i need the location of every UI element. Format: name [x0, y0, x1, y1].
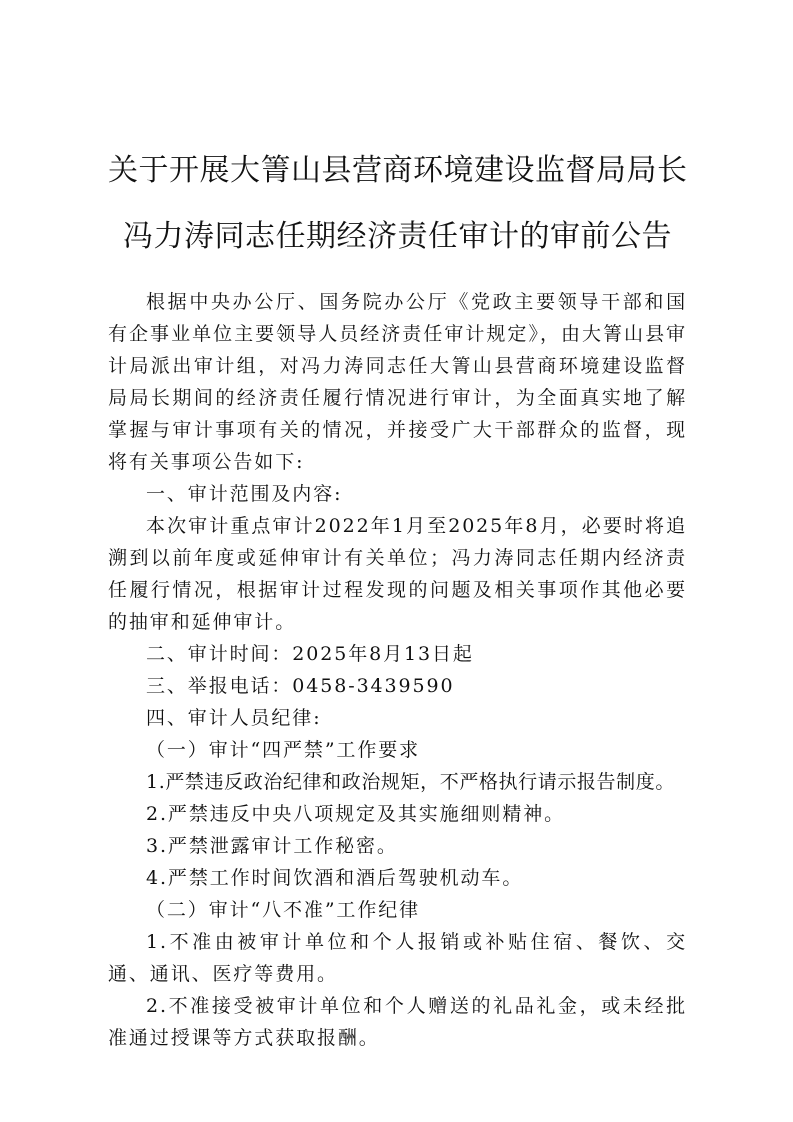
subsection-heading-eight-rules: （二）审计“八不准”工作纪律 [146, 899, 421, 921]
document-body [108, 286, 687, 1054]
section-heading-time: 二、审计时间：2025年8月13日起 [146, 643, 474, 665]
list-item: 1.不准由被审计单位和个人报销或补贴住宿、餐饮、交通、通讯、医疗等费用。 [108, 931, 687, 985]
list-item: 4.严禁工作时间饮酒和酒后驾驶机动车。 [146, 867, 524, 889]
document-title-line-1: 关于开展大箐山县营商环境建设监督局局长 [108, 153, 688, 188]
subsection-heading-four-prohibitions: （一）审计“四严禁”工作要求 [146, 739, 421, 761]
list-item: 1.严禁违反政治纪律和政治规矩，不严格执行请示报告制度。 [146, 771, 675, 793]
list-item: 2.严禁违反中央八项规定及其实施细则精神。 [146, 803, 566, 825]
section-heading-discipline: 四、审计人员纪律: [146, 707, 322, 729]
list-item: 3.严禁泄露审计工作秘密。 [146, 835, 398, 857]
document-title-line-2: 冯力涛同志任期经济责任审计的审前公告 [123, 219, 672, 254]
section-heading-phone: 三、举报电话：0458-3439590 [146, 675, 455, 697]
section-heading-scope: 一、审计范围及内容: [146, 483, 343, 505]
list-item: 2.不准接受被审计单位和个人赠送的礼品礼金，或未经批准通过授课等方式获取报酬。 [108, 995, 687, 1049]
intro-paragraph: 根据中央办公厅、国务院办公厅《党政主要领导干部和国有企事业单位主要领导人员经济责任审计规定》，由大箐山县审计局派出审计组，对冯力涛同志任大箐山县营商环境建设监督局局长期间的经济责任履行情况进行审计，为全面真实地了解掌握与审计事项有关的情况，并接受广大干部群众的监督，现将有关事项公告如下: [108, 291, 687, 473]
scope-paragraph: 本次审计重点审计2022年1月至2025年8月，必要时将追溯到以前年度或延伸审计有关单位；冯力涛同志任期内经济责任履行情况，根据审计过程发现的问题及相关事项作其他必要的抽审和延伸审计。 [108, 515, 687, 633]
